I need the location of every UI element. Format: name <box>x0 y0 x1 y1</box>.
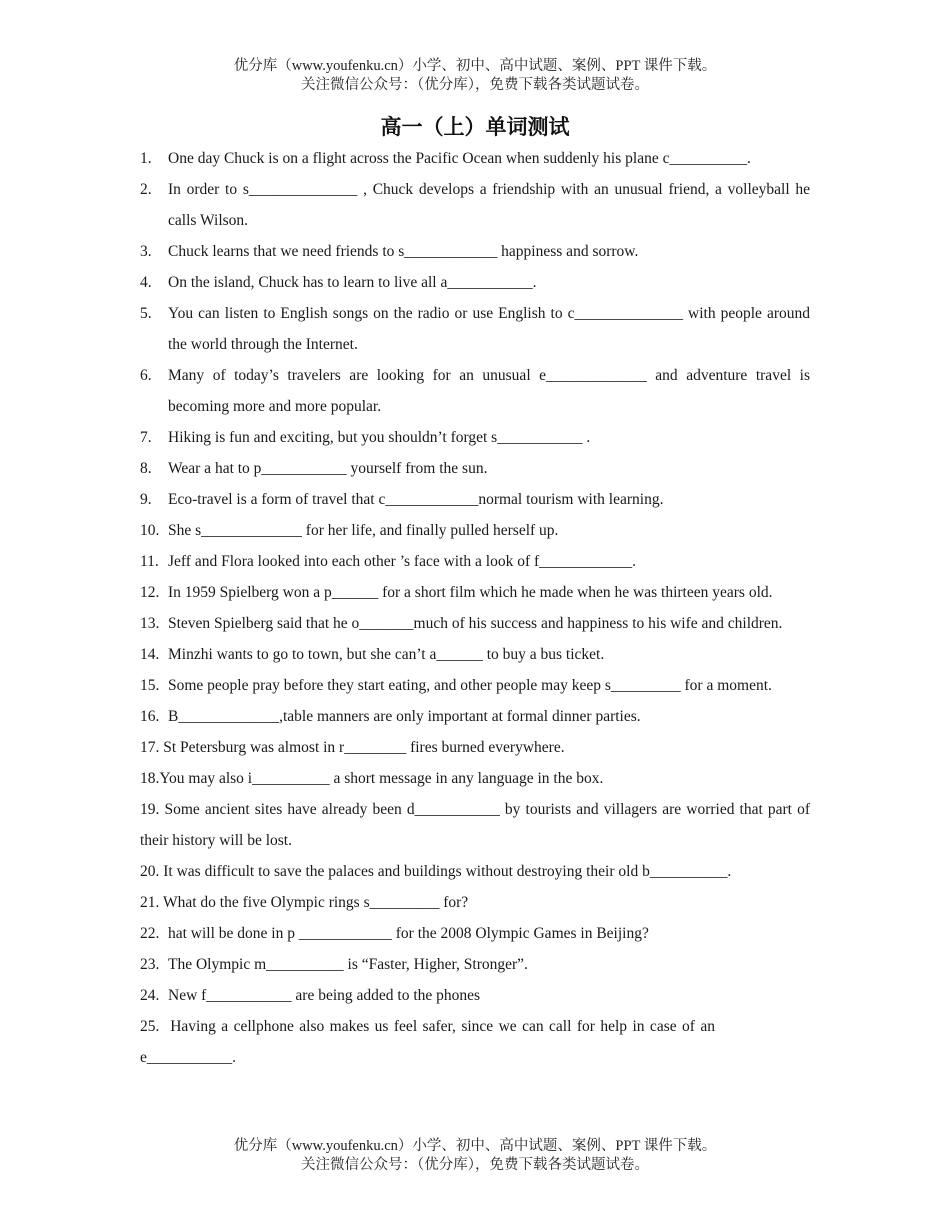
question-item <box>140 701 810 732</box>
page-header <box>0 57 950 95</box>
header-line-2: 关注微信公众号：（优分库），免费下载各类试题试卷。 <box>301 77 649 93</box>
question-number: 12. <box>140 584 160 601</box>
question-item <box>140 515 810 546</box>
question-number: 14. <box>140 646 160 663</box>
question-item <box>140 763 810 794</box>
question-item <box>140 732 810 763</box>
question-text: St Petersburg was almost in r________ fires burned everywhere. <box>163 739 565 756</box>
question-item <box>140 856 810 887</box>
question-number: 2. <box>140 181 152 198</box>
question-number: 17. <box>140 739 160 756</box>
page-footer <box>0 1137 950 1175</box>
question-number: 20. <box>140 863 160 880</box>
question-text: In 1959 Spielberg won a p______ for a short film which he made when he was thirteen years old. <box>168 584 773 601</box>
header-line-1: 优分库（www.youfenku.cn）小学、初中、高中试题、案例、PPT 课件下载。 <box>233 58 717 74</box>
question-number: 19. <box>140 801 160 818</box>
question-number: 25. <box>140 1018 160 1035</box>
question-number: 11. <box>140 553 159 570</box>
question-text: Some people pray before they start eating, and other people may keep s_________ for a moment. <box>168 677 772 694</box>
question-number: 23. <box>140 956 160 973</box>
question-text: Chuck learns that we need friends to s____________ happiness and sorrow. <box>168 243 639 260</box>
question-number: 24. <box>140 987 160 1004</box>
question-number: 4. <box>140 274 152 291</box>
question-text: Many of today’s travelers are looking for an unusual e_____________ and adventure travel is becoming more and more popular. <box>168 367 810 415</box>
question-number: 5. <box>140 305 152 322</box>
question-text: One day Chuck is on a flight across the Pacific Ocean when suddenly his plane c__________. <box>168 150 751 167</box>
question-item <box>140 608 810 639</box>
question-item <box>140 360 810 422</box>
question-number: 6. <box>140 367 152 384</box>
question-item <box>140 794 810 856</box>
question-number: 7. <box>140 429 152 446</box>
question-item <box>140 639 810 670</box>
question-item <box>140 453 810 484</box>
question-text: New f___________ are being added to the phones <box>168 987 481 1004</box>
question-text: You may also i__________ a short message in any language in the box. <box>159 770 604 787</box>
question-number: 21. <box>140 894 160 911</box>
question-item <box>140 670 810 701</box>
question-text: B_____________,table manners are only important at formal dinner parties. <box>168 708 641 725</box>
question-text: Some ancient sites have already been d___________ by tourists and villagers are worried that part of their history will be lost. <box>140 801 811 849</box>
question-text: Having a cellphone also makes us feel safer, since we can call for help in case of an e___________. <box>140 1018 715 1066</box>
question-text: In order to s______________ , Chuck develops a friendship with an unusual friend, a volleyball he calls Wilson. <box>168 181 810 229</box>
question-text: You can listen to English songs on the radio or use English to c______________ with people around the world through the Internet. <box>168 305 810 353</box>
question-number: 13. <box>140 615 160 632</box>
question-text: Wear a hat to p___________ yourself from the sun. <box>168 460 488 477</box>
question-text: Steven Spielberg said that he o_______much of his success and happiness to his wife and children. <box>168 615 783 632</box>
question-item <box>140 546 810 577</box>
question-item <box>140 267 810 298</box>
question-item <box>140 577 810 608</box>
question-item <box>140 236 810 267</box>
question-item <box>140 980 810 1011</box>
question-number: 15. <box>140 677 160 694</box>
question-number: 8. <box>140 460 152 477</box>
question-item <box>140 298 810 360</box>
question-item <box>140 887 810 918</box>
question-text: What do the five Olympic rings s_________ for? <box>162 894 469 911</box>
question-text: Minzhi wants to go to town, but she can’t a______ to buy a bus ticket. <box>168 646 605 663</box>
question-number: 22. <box>140 925 160 942</box>
question-item <box>140 918 810 949</box>
question-number: 16. <box>140 708 160 725</box>
question-number: 18. <box>140 770 160 787</box>
question-text: Jeff and Flora looked into each other ’s face with a look of f____________. <box>168 553 637 570</box>
question-number: 9. <box>140 491 152 508</box>
question-text: It was difficult to save the palaces and buildings without destroying their old b__________. <box>163 863 732 880</box>
question-text: Hiking is fun and exciting, but you shouldn’t forget s___________ . <box>168 429 591 446</box>
question-number: 10. <box>140 522 160 539</box>
question-item <box>140 949 810 980</box>
question-text: On the island, Chuck has to learn to live all a___________. <box>168 274 537 291</box>
footer-line-2: 关注微信公众号：（优分库），免费下载各类试题试卷。 <box>301 1157 649 1173</box>
question-number: 1. <box>140 150 152 167</box>
page-title: 高一（上）单词测试 <box>380 115 570 139</box>
question-text: Eco-travel is a form of travel that c____________normal tourism with learning. <box>168 491 664 508</box>
question-item <box>140 422 810 453</box>
question-list <box>140 143 810 1073</box>
question-item <box>140 174 810 236</box>
question-text: hat will be done in p ____________ for the 2008 Olympic Games in Beijing? <box>168 925 649 942</box>
question-text: She s_____________ for her life, and finally pulled herself up. <box>168 522 559 539</box>
question-item <box>140 143 810 174</box>
question-text: The Olympic m__________ is “Faster, Higher, Stronger”. <box>168 956 528 973</box>
question-item <box>140 484 810 515</box>
question-item <box>140 1011 715 1073</box>
question-number: 3. <box>140 243 152 260</box>
footer-line-1: 优分库（www.youfenku.cn）小学、初中、高中试题、案例、PPT 课件下载。 <box>233 1138 717 1154</box>
